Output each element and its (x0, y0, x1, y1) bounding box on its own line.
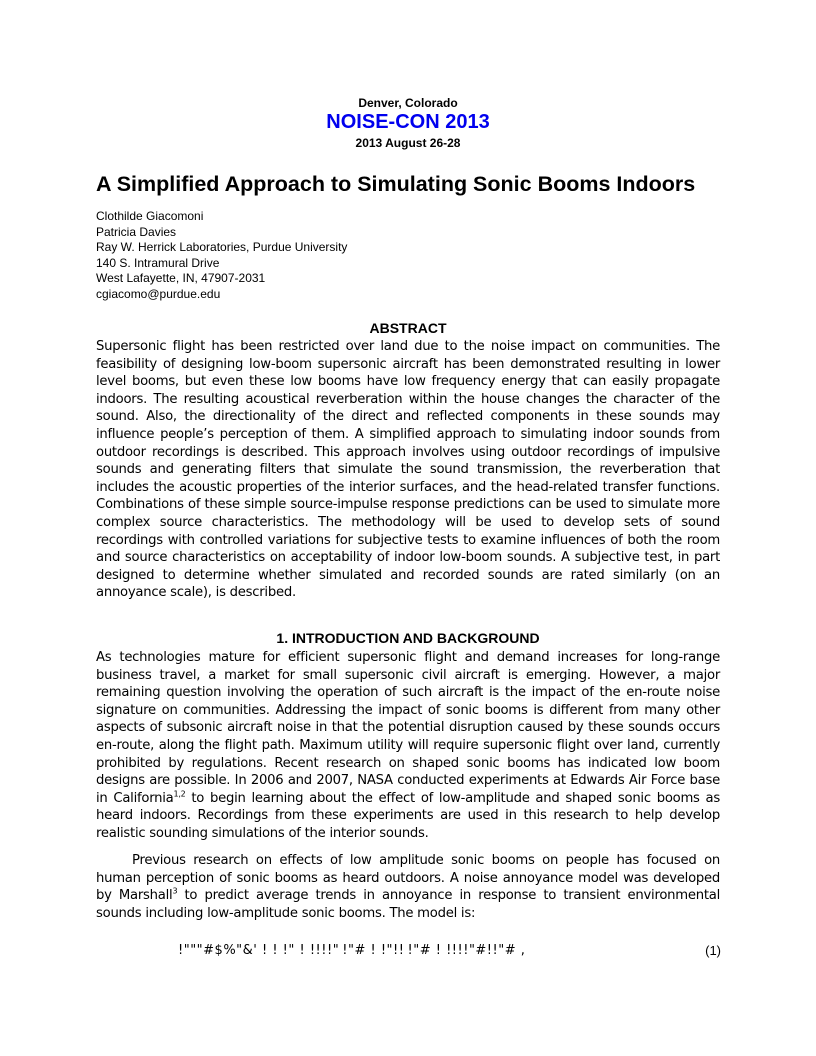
citation-superscript: 3 (172, 886, 178, 896)
author-name: Clothilde Giacomoni (96, 209, 204, 223)
author-name: Patricia Davies (96, 224, 177, 239)
background-text: to predict average trends in annoyance in response to transient environmental sounds including low-amplitude sonic booms. The model is: (96, 888, 720, 921)
conference-name: NOISE-CON 2013 (326, 111, 490, 133)
abstract-heading: ABSTRACT (369, 320, 447, 336)
equation-row (178, 943, 721, 963)
section-heading: 1. INTRODUCTION AND BACKGROUND (276, 630, 540, 646)
intro-text: to begin learning about the effect of low-amplitude and shaped sonic booms as heard indoors. Recordings from these experiments are used in this research to help develop realistic sounding simulations of the interior sounds. (96, 790, 720, 841)
conference-location: Denver, Colorado (358, 96, 458, 110)
author-affiliation: Ray W. Herrick Laboratories, Purdue University (96, 240, 348, 254)
intro-text: As technologies mature for efficient supersonic flight and demand increases for long-range business travel, a market for small supersonic civil aircraft is emerging. However, a major remaining question involving the operation of such aircraft is the impact of the en-route noise signature on communities. Addressing the impact of sonic booms is different from many other aspects of subsonic aircraft noise in that the potential disruption caused by these sounds occurs en-route, along the flight path. Maximum utility will require supersonic flight over land, currently prohibited by regulations. Recent research on shaped sonic booms has indicated low boom designs are possible. In 2006 and 2007, NASA conducted experiments at Edwards Air Force base in California (96, 650, 720, 806)
background-text: Previous research on effects of low amplitude sonic booms on people has focused on human perception of sonic booms as heard outdoors. A noise annoyance model was developed by Marshall (96, 853, 720, 904)
conference-dates: 2013 August 26-28 (355, 136, 461, 150)
intro-paragraph (96, 649, 720, 843)
author-block (96, 209, 496, 302)
author-address: 140 S. Intramural Drive (96, 255, 220, 270)
abstract-text: Supersonic flight has been restricted over land due to the noise impact on communities. The feasibility of designing low-boom supersonic aircraft has been demonstrated resulting in lower level booms, but even these low booms have low frequency energy that can easily propagate indoors. The resulting acoustical reverberation within the house changes the character of the sound. Also, the directionality of the direct and reflected components in these sounds may influence people’s perception of them. A simplified approach to simulating indoor sounds from outdoor recordings is described. This approach involves using outdoor recordings of impulsive sounds and generating filters that simulate the sound transmission, the reverberation that includes the acoustic properties of the interior surfaces, and the head-related transfer functions. Combinations of these simple source-impulse response predictions can be used to simulate more complex source characteristics. The methodology will be used to develop sets of sound recordings with controlled variations for subjective tests to examine influences of both the room and source characteristics on acceptability of indoor low-boom sounds. A subjective test, in part designed to determine whether simulated and recorded sounds are rated similarly (on an annoyance scale), is described. (96, 339, 720, 601)
citation-superscript: 1,2 (173, 789, 186, 799)
paper-title: A Simplified Approach to Simulating Sonic Booms Indoors (96, 172, 696, 196)
background-paragraph (96, 852, 720, 922)
author-city: West Lafayette, IN, 47907-2031 (96, 271, 266, 285)
equation-number: (1) (705, 943, 721, 958)
author-email: cgiacomo@purdue.edu (96, 286, 221, 301)
equation-glyphs: !"""#$%"&' ! ! !" ! !!!!" !"# ! !"!! !"# ! !!!!"#!!"# , (178, 943, 526, 958)
